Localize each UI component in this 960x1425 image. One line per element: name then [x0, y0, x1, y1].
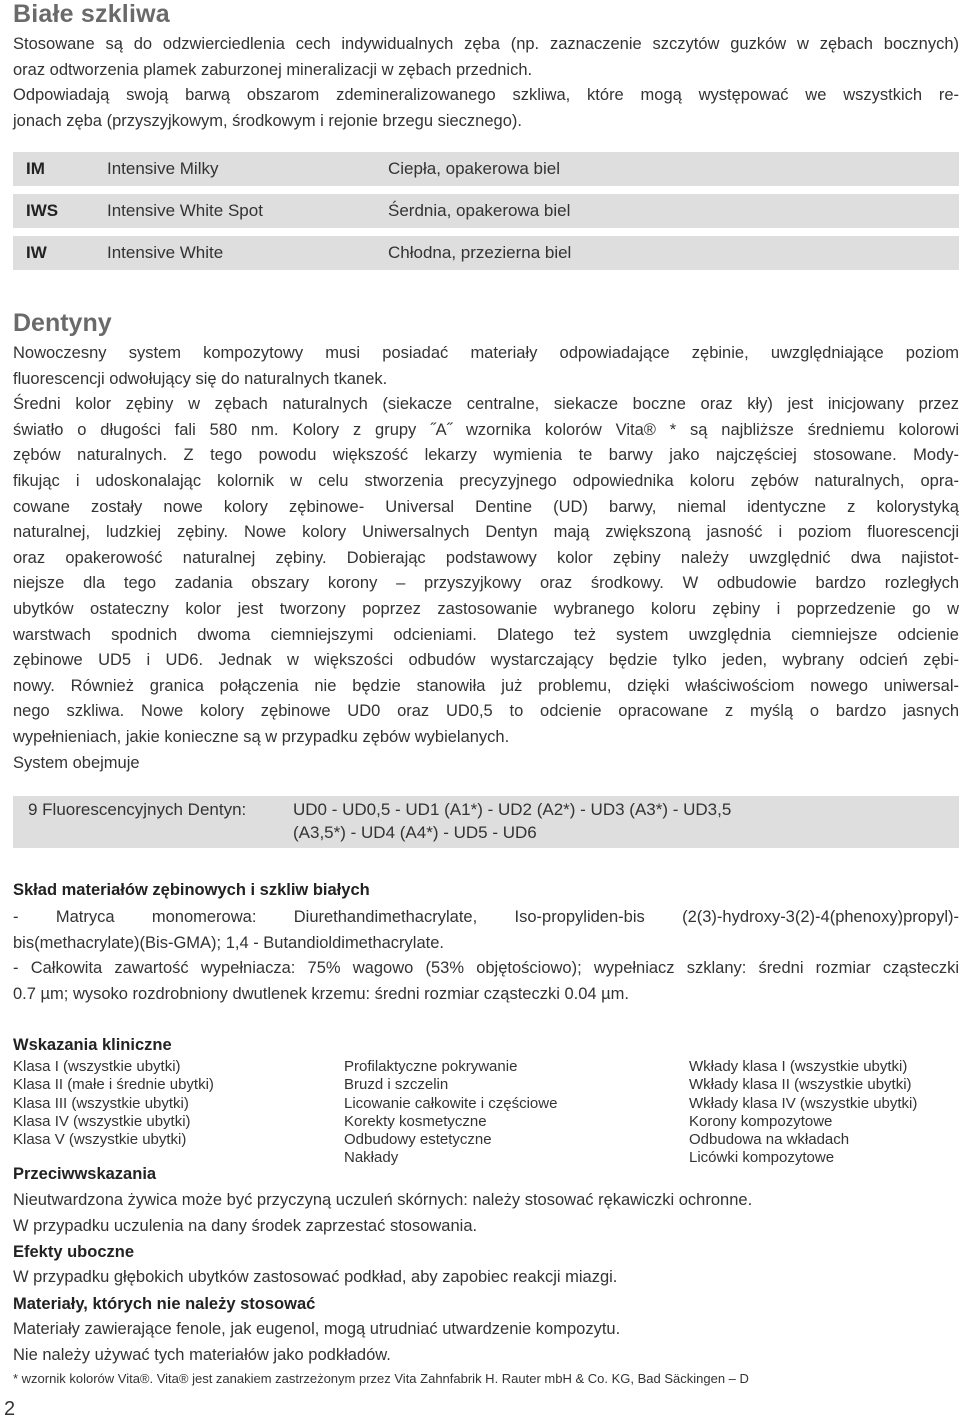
indication-item: Wkłady klasa II (wszystkie ubytki): [689, 1076, 912, 1094]
paragraph-line: - Matryca monomerowa: Diurethandimethacrylate, Iso-propyliden-bis (2(3)-hydroxy-3(2)-4(phenoxy)propyl)-: [13, 908, 959, 926]
indication-item: Nakłady: [344, 1149, 399, 1167]
paragraph-line: naturalnej, ludzkiej zębiny. Nowe kolory Uniwersalnych Dentyn mają zwiększoną jasność i poziom fluorescencji: [13, 523, 959, 542]
shade-code: IWS: [26, 201, 59, 220]
shade-description: Śerdnia, opakerowa biel: [388, 201, 571, 220]
indications-title: Wskazania kliniczne: [13, 1036, 172, 1054]
fluorescent-label: 9 Fluorescencyjnych Dentyn:: [28, 800, 247, 819]
white-enamels-paragraph: [13, 32, 959, 134]
indication-item: Wkłady klasa IV (wszystkie ubytki): [689, 1094, 918, 1112]
indication-item: Korekty kosmetyczne: [344, 1112, 487, 1130]
indication-item: Klasa II (małe i średnie ubytki): [13, 1076, 214, 1094]
contraindications-title: Przeciwwskazania: [13, 1165, 157, 1183]
paragraph-line: nowy. Również granica połączenia nie będzie stanowiła już problemu, dzięki właściwościom nowego uniwersal-: [13, 676, 959, 695]
materials-line: Nie należy używać tych materiałów jako podkładów.: [13, 1346, 391, 1364]
paragraph-line: Średni kolor zębiny w zębach naturalnych (siekacze centralne, siekacze boczne oraz kły) jest inicjowany przez: [13, 395, 959, 414]
fluorescent-dentins-box: [13, 796, 959, 848]
shade-name: Intensive White: [107, 243, 224, 262]
shade-description: Ciepła, opakerowa biel: [388, 159, 560, 178]
composition-title: Skład materiałów zębinowych i szkliw białych: [13, 881, 370, 899]
shade-name: Intensive Milky: [107, 159, 219, 178]
fluorescent-shades-line: (A3,5*) - UD4 (A4*) - UD5 - UD6: [293, 823, 537, 842]
side-effects-line: W przypadku głębokich ubytków zastosować podkład, aby zapobiec reakcji miazgi.: [13, 1268, 618, 1286]
paragraph-line: warstwach spodnich dwoma ciemniejszymi odcieniami. Dlatego też system uwzględnia ciemniejsze odcienie: [13, 625, 959, 644]
section-title-white-enamels: Białe szkliwa: [13, 0, 170, 28]
indication-item: Klasa IV (wszystkie ubytki): [13, 1112, 191, 1130]
indication-item: Klasa III (wszystkie ubytki): [13, 1094, 189, 1112]
paragraph-line: Nowoczesny system kompozytowy musi posiadać materiały odpowiadające zębinie, uwzględniające poziom: [13, 344, 959, 362]
shade-name: Intensive White Spot: [107, 201, 263, 220]
side-effects-title: Efekty uboczne: [13, 1243, 135, 1261]
paragraph-line: wypełnieniach, jakie konieczne są w przypadku zębów wybielanych.: [13, 727, 510, 746]
materials-title: Materiały, których nie należy stosować: [13, 1295, 316, 1313]
paragraph-line: światło o długości fali 580 nm. Kolory z grupy ˝A˝ wzornika kolorów Vita® * są najbliższe średniemu kolorowi: [13, 420, 959, 439]
shade-description: Chłodna, przezierna biel: [388, 243, 572, 262]
dentins-paragraph: [13, 341, 959, 776]
composition-paragraph: [13, 905, 959, 1007]
shade-table: [13, 152, 959, 278]
paragraph-line: nego szkliwa. Nowe kolory zębinowe UD0 oraz UD0,5 to odcienie opracowane z myślą o bardzo jasnych: [13, 702, 959, 721]
indication-item: Klasa V (wszystkie ubytki): [13, 1131, 187, 1149]
paragraph-line: bis(methacrylate)(Bis-GMA); 1,4 - Butandioldimethacrylate.: [13, 933, 444, 952]
paragraph-line: Odpowiadają swoją barwą obszarom zdemineralizowanego szkliwa, które mogą występować we wszystkich re-: [13, 86, 959, 105]
fluorescent-shades-line: UD0 - UD0,5 - UD1 (A1*) - UD2 (A2*) - UD3 (A3*) - UD3,5: [293, 800, 732, 819]
page-number: 2: [4, 1398, 16, 1420]
indications-column-1: [13, 1058, 214, 1149]
indication-item: Licowanie całkowite i częściowe: [344, 1094, 558, 1112]
paragraph-line: fluorescencji odwołujący się do naturalnych tkanek.: [13, 369, 388, 388]
indication-item: Wkłady klasa I (wszystkie ubytki): [689, 1058, 908, 1075]
paragraph-line: - Całkowita zawartość wypełniacza: 75% wagowo (53% objętościowo); wypełniacz szklany: średni rozmiar cząsteczki: [13, 959, 959, 978]
indication-item: Klasa I (wszystkie ubytki): [13, 1058, 181, 1075]
paragraph-line: oraz opakerowość naturalnej zębiny. Dobierając podstawowy kolor zębiny należy uwzględnić dwa najistot-: [13, 548, 959, 567]
indication-item: Odbudowy estetyczne: [344, 1131, 492, 1149]
indications-column-3: [689, 1058, 917, 1168]
shade-row: [13, 152, 959, 186]
shade-row: [13, 194, 959, 228]
paragraph-line: Stosowane są do odzwierciedlenia cech indywidualnych zęba (np. zaznaczenie szczytów guzków w zębach bocznych): [13, 35, 959, 53]
paragraph-line: cowane zostały nowe kolory zębinowe- Universal Dentine (UD) barwy, niemal identyczne z kolorystyką: [13, 497, 959, 516]
paragraph-line: System obejmuje: [13, 753, 140, 772]
indication-item: Odbudowa na wkładach: [689, 1131, 850, 1149]
paragraph-line: oraz odtworzenia plamek zaburzonej mineralizacji w zębach przednich.: [13, 60, 533, 79]
shade-row: [13, 236, 959, 270]
paragraph-line: jonach zęba (przyszyjkowym, środkowym i rejonie brzegu siecznego).: [13, 111, 522, 130]
footnote: * wzornik kolorów Vita®. Vita® jest zanakiem zastrzeżonym przez Vita Zahnfabrik H. Rauter mbH & Co. KG, Bad Säckingen – D: [13, 1371, 749, 1386]
indication-item: Profilaktyczne pokrywanie: [344, 1058, 518, 1075]
indication-item: Bruzd i szczelin: [344, 1076, 449, 1094]
indications-column-2: [344, 1058, 557, 1168]
paragraph-line: ubytków ostateczny kolor jest tworzony poprzez zastosowanie wybranego koloru zębiny i poprzedzenie go w: [13, 599, 959, 618]
shade-code: IM: [26, 159, 45, 178]
indication-item: Licówki kompozytowe: [689, 1149, 835, 1167]
paragraph-line: 0.7 µm; wysoko rozdrobniony dwutlenek krzemu: średni rozmiar cząsteczki 0.04 µm.: [13, 984, 629, 1003]
section-title-dentins: Dentyny: [13, 309, 112, 337]
shade-code: IW: [26, 243, 47, 262]
paragraph-line: niejsze dla tego zadania obszary korony – przyszyjkowy oraz środkowy. W odbudowie bardzo rozległych: [13, 574, 959, 593]
paragraph-line: zębów naturalnych. Z tego powodu większość lekarzy wymienia te barwy jako najczęściej stosowane. Mody-: [13, 446, 959, 465]
materials-line: Materiały zawierające fenole, jak eugenol, mogą utrudniać utwardzenie kompozytu.: [13, 1320, 621, 1338]
paragraph-line: fikując i udoskonalając kolornik w celu stworzenia precyzyjnego odpowiednika koloru zębów naturalnych, opra-: [13, 471, 959, 490]
indication-item: Korony kompozytowe: [689, 1112, 833, 1130]
contraindications-line: Nieutwardzona żywica może być przyczyną uczuleń skórnych: należy stosować rękawiczki ochronne.: [13, 1191, 753, 1209]
contraindications-line: W przypadku uczulenia na dany środek zaprzestać stosowania.: [13, 1217, 478, 1235]
paragraph-line: zębinowe UD5 i UD6. Jednak w większości odbudów wystarczający będzie tylko jeden, wybrany odcień zębi-: [13, 651, 959, 670]
